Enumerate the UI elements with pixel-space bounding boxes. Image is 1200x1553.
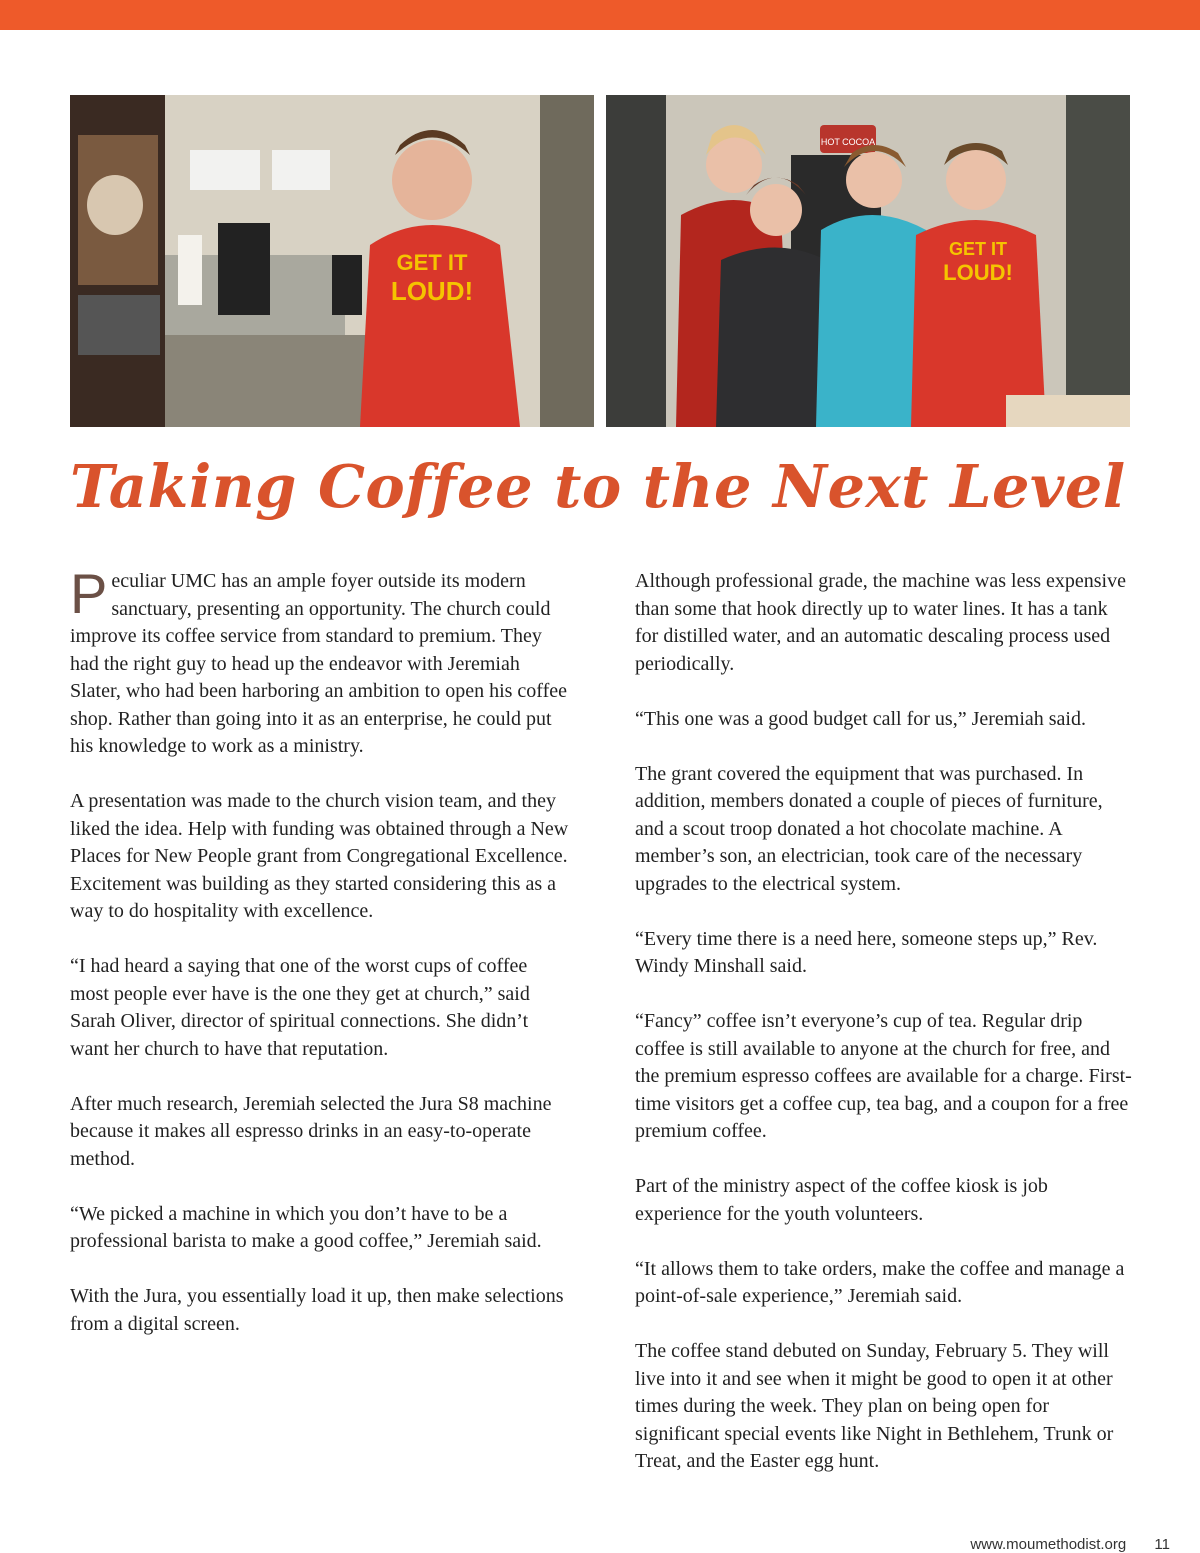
article-paragraph: “Every time there is a need here, someone steps up,” Rev. Windy Minshall said. [635, 927, 1098, 977]
photo-coffee-team-group [606, 95, 1130, 427]
hot-cocoa-sign-text: HOT COCOA [820, 137, 876, 147]
shirt-text-line2: LOUD! [390, 276, 474, 306]
article-headline: Taking Coffee to the Next Level [70, 452, 1126, 521]
article-paragraph: “We picked a machine in which you don’t have to be a professional barista to make a good coffee,” Jeremiah said. [70, 1202, 542, 1252]
shirt-text-line1: GET IT [396, 250, 468, 275]
article-paragraph: Part of the ministry aspect of the coffee kiosk is job experience for the youth volunteers. [635, 1175, 1048, 1225]
shirt-text-line1: GET IT [949, 239, 1007, 259]
article-paragraph: With the Jura, you essentially load it up, then make selections from a digital screen. [70, 1285, 564, 1335]
article-paragraph: The grant covered the equipment that was purchased. In addition, members donated a couple of pieces of furniture, and a scout troop donated a hot chocolate machine. A member’s son, an electrician, took care of the necessary upgrades to the electrical system. [635, 762, 1103, 895]
article-column-right [635, 568, 1135, 1503]
article-paragraph: “I had heard a saying that one of the worst cups of coffee most people ever have is the one they get at church,” said Sarah Oliver, director of spiritual connections. She didn’t want her church to have that reputation. [70, 955, 530, 1060]
article-paragraph: The coffee stand debuted on Sunday, February 5. They will live into it and see when it might be good to open it at other times during the week. They plan on being open for significant special events like Night in Bethlehem, Trunk or Treat, and the Easter egg hunt. [635, 1340, 1114, 1472]
page-number: 11 [1154, 1536, 1170, 1553]
article-paragraph: Although professional grade, the machine was less expensive than some that hook directly up to water lines. It has a tank for distilled water, and an automatic descaling process used periodically. [635, 570, 1126, 675]
article-column-left [70, 562, 570, 1366]
article-paragraph: “This one was a good budget call for us,” Jeremiah said. [635, 707, 1086, 730]
article-paragraph [70, 562, 570, 761]
paragraph-text: eculiar UMC has an ample foyer outside its modern sanctuary, presenting an opportunity. The church could improve its coffee service from standard to premium. They had the right guy to head up the endeavor with Jeremiah Slater, who had been harboring an ambition to open his coffee shop. Rather than going into it as an enterprise, he could put his knowledge to work as a ministry. [70, 570, 568, 757]
article-paragraph: “It allows them to take orders, make the coffee and manage a point-of-sale experience,” Jeremiah said. [635, 1257, 1125, 1307]
article-paragraph: A presentation was made to the church vision team, and they liked the idea. Help with funding was obtained through a New Places for New People grant from Congregational Excellence. Excitement was building as they started considering this as a way to do hospitality with excellence. [70, 790, 569, 922]
shirt-text-line2: LOUD! [943, 260, 1013, 285]
photo-jeremiah-coffee-station [70, 95, 594, 427]
page-footer [970, 1536, 1170, 1553]
article-paragraph: “Fancy” coffee isn’t everyone’s cup of tea. Regular drip coffee is still available to anyone at the church for free, and the premium espresso coffees are available for a charge. First-time visitors get a coffee cup, tea bag, and a coupon for a free premium coffee. [635, 1010, 1132, 1142]
drop-cap: P [70, 562, 108, 625]
article-paragraph: After much research, Jeremiah selected the Jura S8 machine because it makes all espresso drinks in an easy-to-operate method. [70, 1092, 552, 1170]
footer-website-link[interactable]: www.moumethodist.org [970, 1536, 1127, 1553]
top-accent-bar [0, 0, 1200, 30]
